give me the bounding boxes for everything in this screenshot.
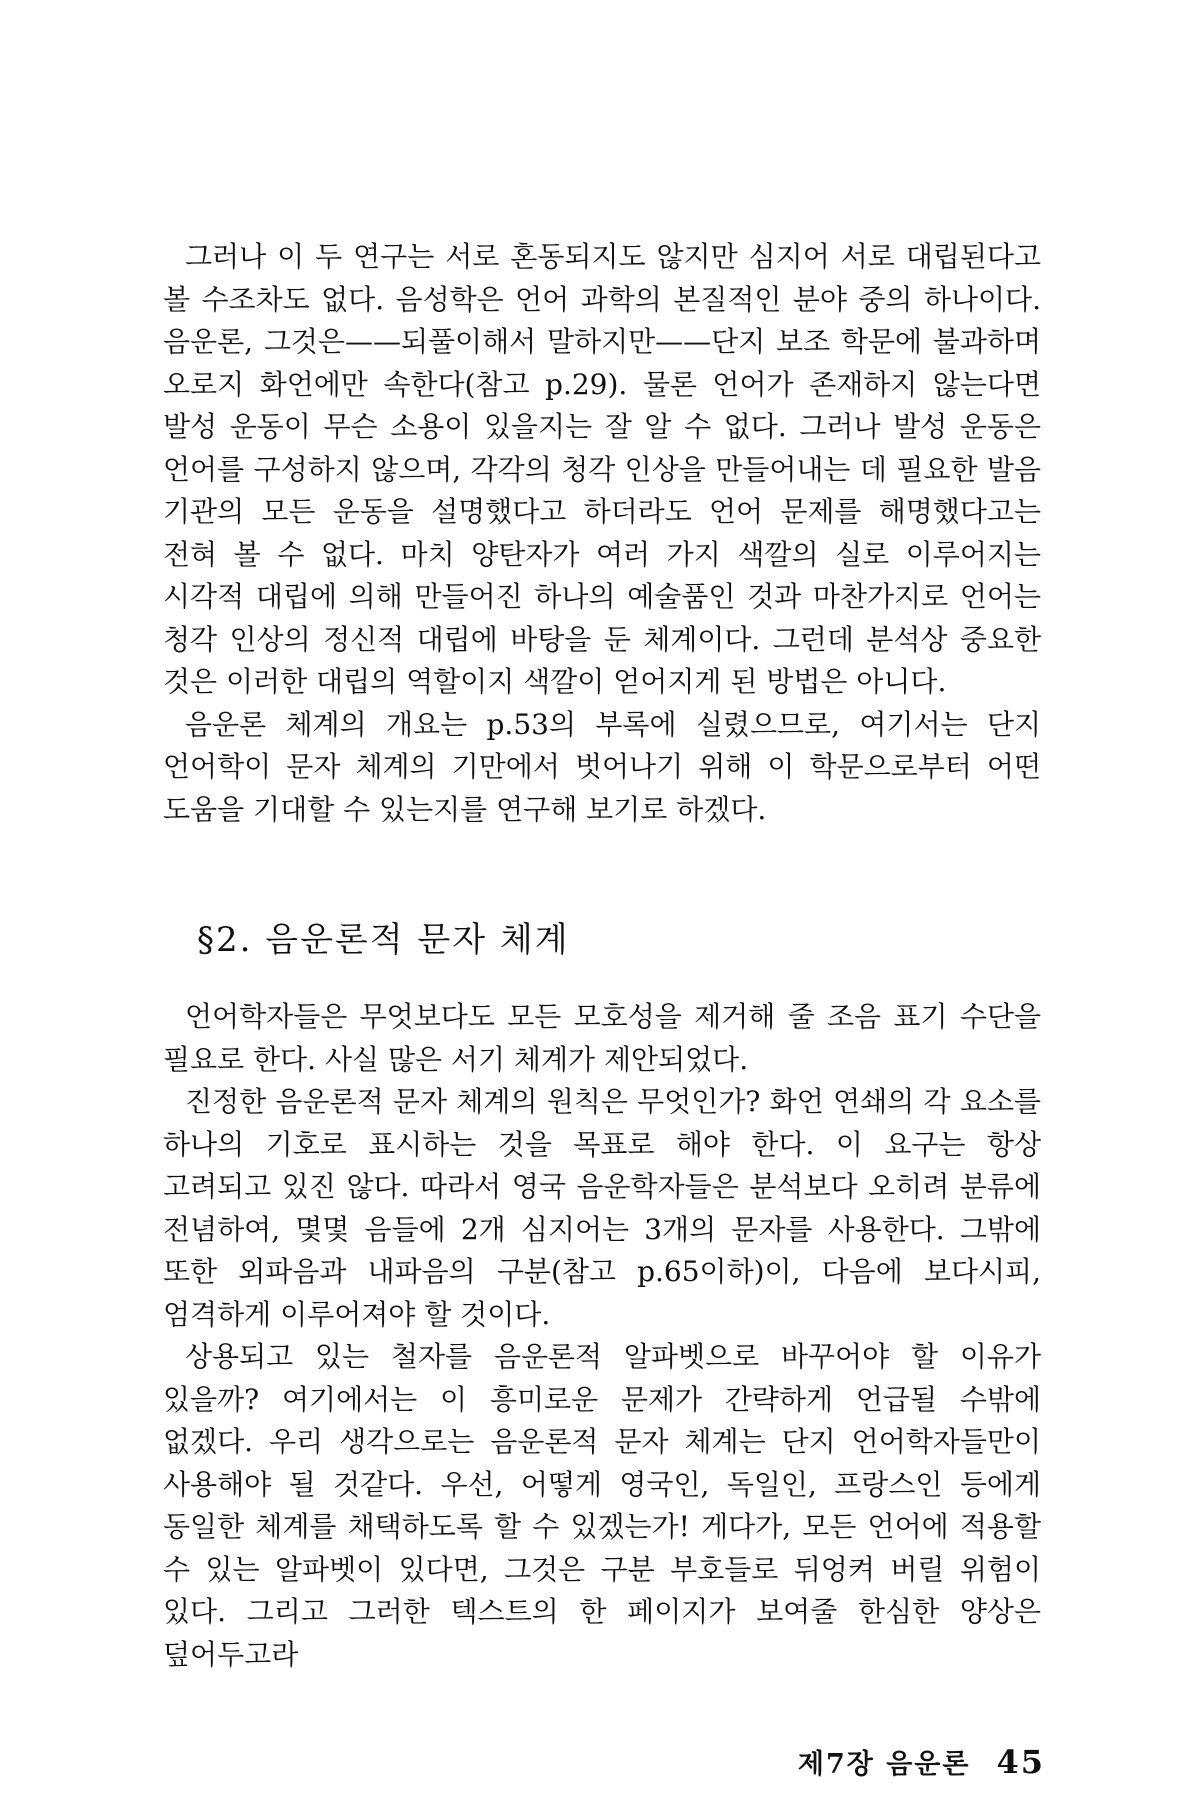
paragraph-1: 그러나 이 두 연구는 서로 혼동되지도 않지만 심지어 서로 대립된다고 볼 수조차도 없다. 음성학은 언어 과학의 본질적인 분야 중의 하나이다. 음운론, 그것은——되풀이해서 말하지만——단지 보조 학문에 불과하며 오로지 화언에만 속한다(참고 p.29). 물론 언어가 존재하지 않는다면 발성 운동이 무슨 소용이 있을지는 잘 알 수 없다. 그러나 발성 운동은 언어를 구성하지 않으며, 각각의 청각 인상을 만들어내는 데 필요한 발음 기관의 모든 운동을 설명했다고 하더라도 언어 문제를 해명했다고는 전혀 볼 수 없다. 마치 양탄자가 여러 가지 색깔의 실로 이루어지는 시각적 대립에 의해 만들어진 하나의 예술품인 것과 마찬가지로 언어는 청각 인상의 정신적 대립에 바탕을 둔 체계이다. 그런데 분석상 중요한 것은 이러한 대립의 역할이지 색깔이 얻어지게 된 방법은 아니다. [163,240,1041,698]
paragraph-4: 진정한 음운론적 문자 체계의 원칙은 무엇인가? 화언 연쇄의 각 요소를 하나의 기호로 표시하는 것을 목표로 해야 한다. 이 요구는 항상 고려되고 있진 않다. 따라서 영국 음운학자들은 분석보다 오히려 분류에 전념하여, 몇몇 음들에 2개 심지어는 3개의 문자를 사용한다. 그밖에 또한 외파음과 내파음의 구분(참고 p.65이하)이, 다음에 보다시피, 엄격하게 이루어져야 할 것이다. [163,1085,1041,1331]
page-footer [798,1742,1045,1781]
section-heading: §2. 음운론적 문자 체계 [197,920,570,960]
section-1-body [163,236,1041,831]
page-number: 45 [996,1743,1045,1781]
section-2-body [163,996,1041,1676]
paragraph-2: 음운론 체계의 개요는 p.53의 부록에 실렸으므로, 여기서는 단지 언어학이 문자 체계의 기만에서 벗어나기 위해 이 학문으로부터 어떤 도움을 기대할 수 있는지를 연구해 보기로 하겠다. [163,707,1041,826]
paragraph-3: 언어학자들은 무엇보다도 모든 모호성을 제거해 줄 조음 표기 수단을 필요로 한다. 사실 많은 서기 체계가 제안되었다. [163,1000,1041,1076]
running-footer-chapter: 제7장 음운론 [797,1749,971,1780]
paragraph-5: 상용되고 있는 철자를 음운론적 알파벳으로 바꾸어야 할 이유가 있을까? 여기에서는 이 흥미로운 문제가 간략하게 언급될 수밖에 없겠다. 우리 생각으로는 음운론적 문자 체계는 단지 언어학자들만이 사용해야 될 것같다. 우선, 어떻게 영국인, 독일인, 프랑스인 등에게 동일한 체계를 채택하도록 할 수 있겠는가! 게다가, 모든 언어에 적용할 수 있는 알파벳이 있다면, 그것은 구분 부호들로 뒤엉켜 버릴 위험이 있다. 그리고 그러한 텍스트의 한 페이지가 보여줄 한심한 양상은 덮어두고라 [163,1340,1041,1671]
